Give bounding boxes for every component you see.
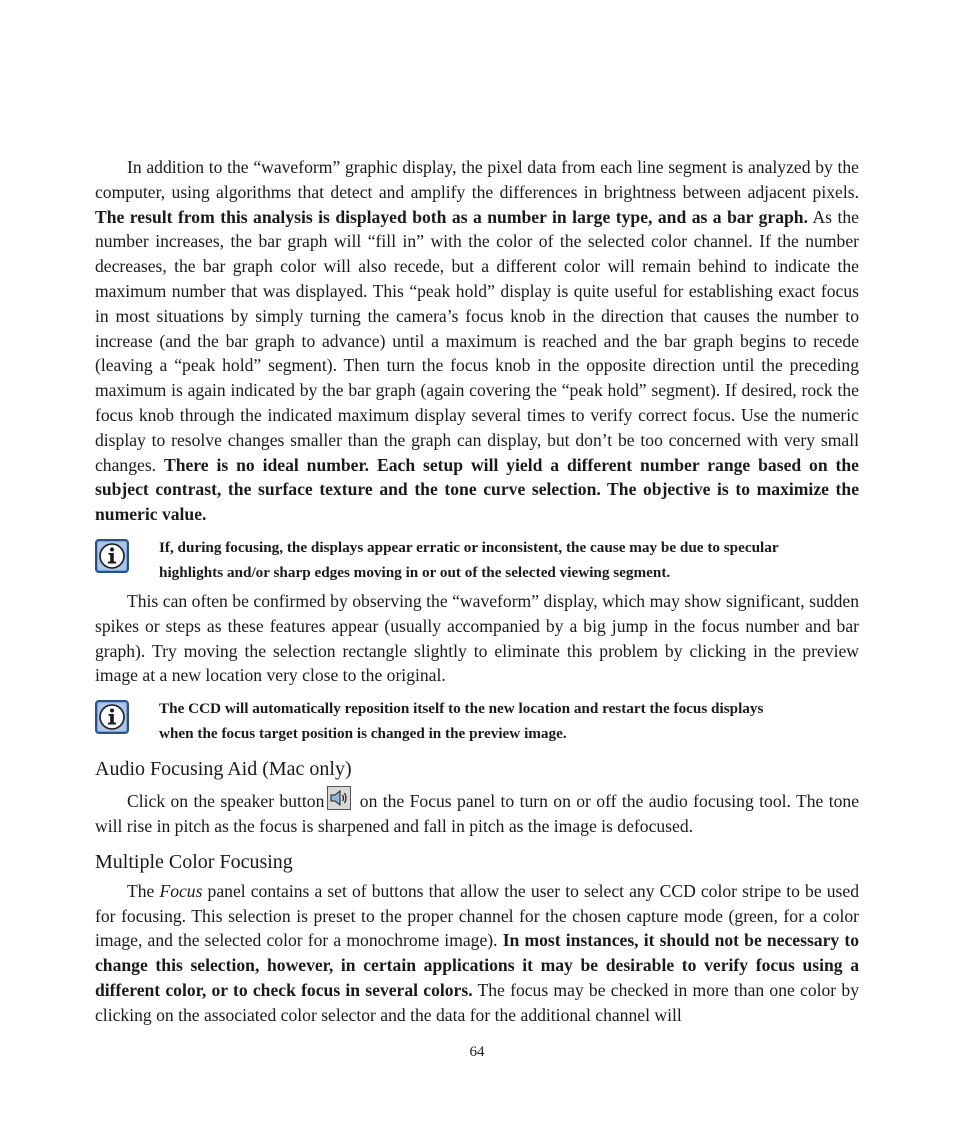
heading-audio-focusing: Audio Focusing Aid (Mac only)	[95, 758, 352, 781]
info-icon	[95, 539, 129, 573]
note-ccd-reposition	[95, 696, 859, 746]
page-number: 64	[469, 1044, 485, 1060]
info-icon	[95, 700, 129, 734]
paragraph-focus-analysis: In addition to the “waveform” graphic display, the pixel data from each line segment is analyzed by the computer, using algorithms that detect and amplify the differences in brightness between adjacent pixels. The result from this analysis is displayed both as a number in large type, and as a bar graph. As the number increases, the bar graph will “fill in” with the color of the selected color channel. If the number decreases, the bar graph color will also recede, but a different color will remain behind to indicate the maximum number that was displayed. This “peak hold” display is quite useful for establishing exact focus in most situations by simply turning the camera’s focus knob in the direction that causes the number to increase (and the bar graph to advance) until a maximum is reached and the bar graph begins to recede (leaving a “peak hold” segment). Then turn the focus knob in the opposite direction until the preceding maximum is again indicated by the bar graph (again covering the “peak hold” segment). If desired, rock the focus knob through the indicated maximum display several times to verify correct focus. Use the numeric display to resolve changes smaller than the graph can display, but don’t be too concerned with very small changes. There is no ideal number. Each setup will yield a different number range based on the subject contrast, the surface texture and the tone curve selection. The objective is to maximize the numeric value.	[95, 157, 859, 525]
speaker-icon	[327, 786, 351, 810]
heading-multiple-color-focusing: Multiple Color Focusing	[95, 850, 293, 873]
paragraph-waveform-confirm: This can often be confirmed by observing the “waveform” display, which may show significant, sudden spikes or steps as these features appear (usually accompanied by a big jump in the focus number and bar graph). Try moving the selection rectangle slightly to eliminate this problem by clicking in the preview image at a new location very close to the original.	[95, 590, 859, 686]
page-content	[95, 155, 859, 1028]
paragraph-multiple-color: The Focus panel contains a set of buttons that allow the user to select any CCD color stripe to be used for focusing. This selection is preset to the proper channel for the chosen capture mode (green, for a color image, and the selected color for a monochrome image). In most instances, it should not be necessary to change this selection, however, in certain applications it may be desirable to verify focus using a different color, or to check focus in several colors. The focus may be checked in more than one color by clicking on the associated color selector and the data for the additional channel will	[95, 880, 859, 1025]
note-text: If, during focusing, the displays appear erratic or inconsistent, the cause may be due to specular highlights and/or sharp edges moving in or out of the selected viewing segment.	[159, 538, 779, 581]
paragraph-audio-focusing: Click on the speaker button on the Focus panel to turn on or off the audio focusing tool. The tone will rise in pitch as the focus is sharpened and fall in pitch as the image is defocused.	[95, 786, 859, 839]
note-text: The CCD will automatically reposition itself to the new location and restart the focus displays when the focus target position is changed in the preview image.	[159, 700, 764, 743]
note-erratic-displays	[95, 535, 859, 585]
